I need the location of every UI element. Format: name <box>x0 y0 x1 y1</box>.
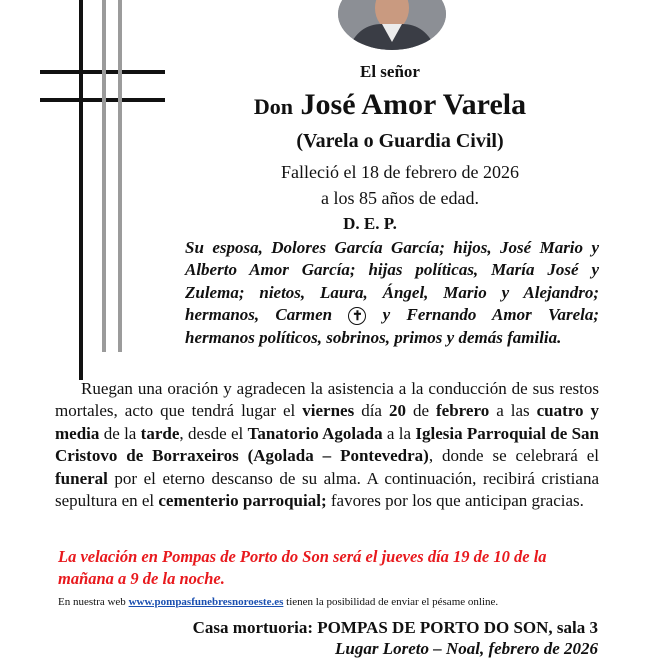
church-highlight: Iglesia Parroquial de San Cristovo de Borraxeiros (Agolada – Pontevedra) <box>55 423 599 466</box>
age: a los 85 años de edad. <box>321 188 479 208</box>
family-paragraph <box>185 237 599 349</box>
cemetery-highlight: cementerio parroquial; <box>158 491 327 511</box>
ceremony-paragraph <box>55 378 599 512</box>
website-link[interactable]: www.pompasfunebresnoroeste.es <box>128 596 284 608</box>
place-date-line: Lugar Loreto – Noal, febrero de 2026 <box>334 639 598 658</box>
death-date: Falleció el 18 de febrero de 2026 <box>281 162 519 182</box>
web-suffix: tienen la posibilidad de enviar el pésame online. <box>283 596 499 608</box>
cross-decoration <box>40 0 175 380</box>
deceased-name-line <box>180 88 600 122</box>
honorific: Don <box>253 94 294 119</box>
body-text: a la <box>382 423 416 443</box>
body-text: de <box>405 401 437 421</box>
family-text-1: Su esposa, Dolores García García; hijos, José Mario y Alberto Amor García; hijas políticas, María José y Zulema; nietos, Laura, Ángel, Mario y Alejandro; hermanos, Carmen <box>185 238 599 325</box>
web-prefix: En nuestra web <box>58 596 129 608</box>
alias: (Varela o Guardia Civil) <box>296 130 504 152</box>
web-line <box>58 596 618 608</box>
date-highlight: 20 <box>388 401 406 421</box>
body-text: a las <box>489 401 537 421</box>
deceased-photo <box>338 0 446 50</box>
family-text-2: y Fernando Amor Varela; hermanos políticos, sobrinos, primos y demás familia. <box>185 305 600 347</box>
body-text: favores por los que anticipan gracias. <box>326 491 584 511</box>
vigil-notice: La velación en Pompas de Porto do Son será el jueves día 19 de 10 de la mañana a 9 de la noche. <box>58 547 547 588</box>
day-highlight: viernes <box>302 401 355 421</box>
body-text: de la <box>99 423 141 443</box>
deceased-cross-icon: ✝ <box>348 307 366 325</box>
title-line: El señor <box>360 62 420 81</box>
body-text: día <box>354 401 389 421</box>
deceased-name: José Amor Varela <box>300 88 527 121</box>
cross-gray-shape <box>102 0 122 352</box>
origin-highlight: Tanatorio Agolada <box>247 423 383 443</box>
body-text: por el eterno descanso de su alma. A continuación, recibirá cristiana sepultura en el <box>55 468 599 511</box>
dep: D. E. P. <box>343 214 397 233</box>
hour-highlight: cuatro y media <box>55 401 600 443</box>
body-text: , donde se celebrará el <box>428 446 599 466</box>
month-highlight: febrero <box>436 401 490 421</box>
body-text: Ruegan una oración y agradecen la asistencia a la conducción de sus restos mortales, acto que tendrá lugar el <box>55 379 599 421</box>
period-highlight: tarde <box>140 423 180 443</box>
funeral-highlight: funeral <box>55 468 108 488</box>
body-text: , desde el <box>179 423 248 443</box>
funeral-home-line: Casa mortuoria: POMPAS DE PORTO DO SON, sala 3 <box>192 618 598 637</box>
